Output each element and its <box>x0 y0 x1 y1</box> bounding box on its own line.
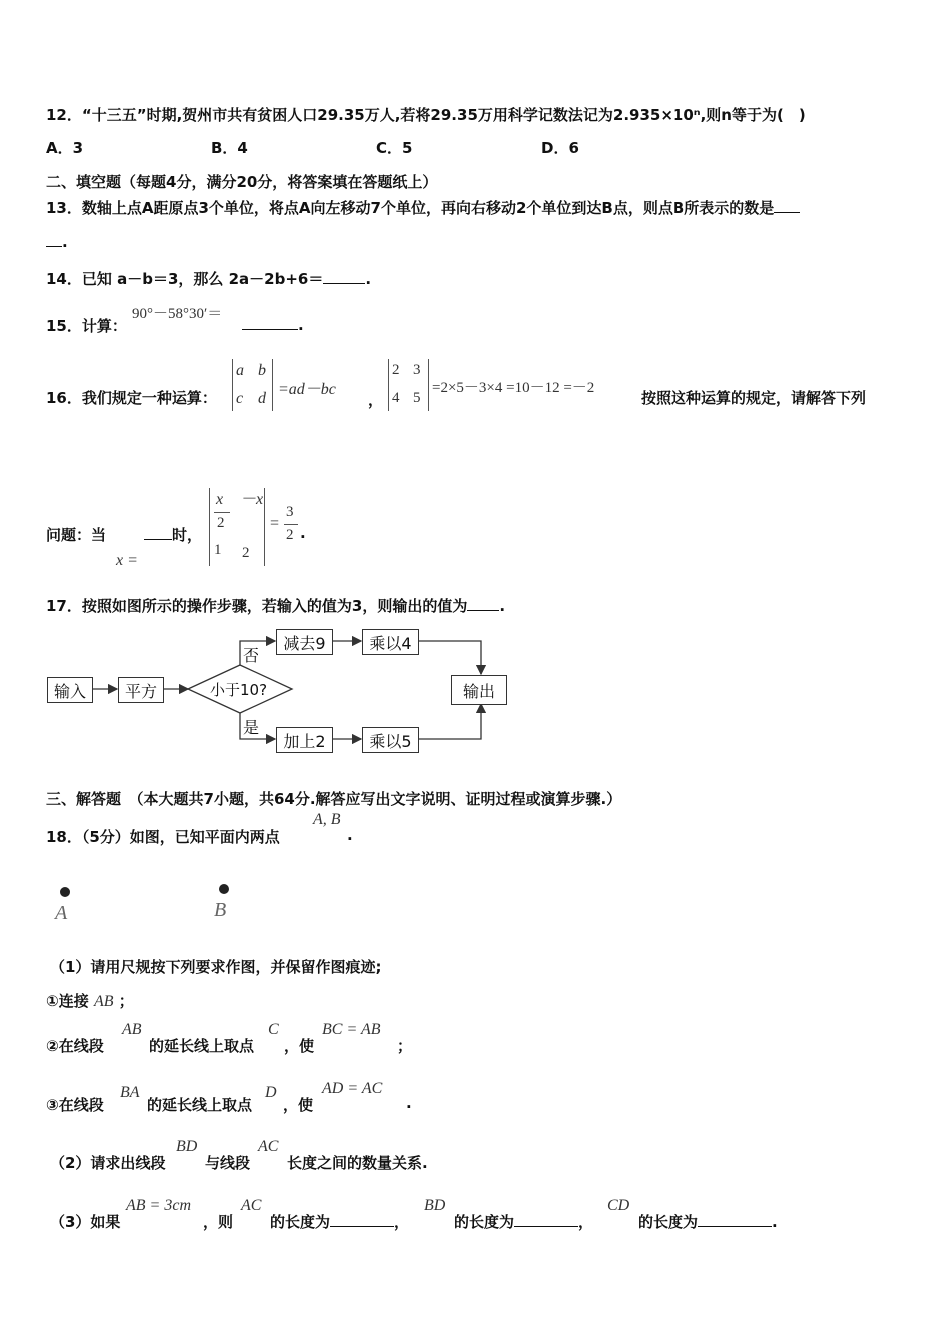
q16-frac-den: 2 <box>286 527 294 543</box>
det3-den2: 2 <box>217 515 225 531</box>
part3-comma-1: ， <box>394 1213 410 1231</box>
q16-eq3: = <box>270 515 280 532</box>
part3-blank-1 <box>330 1212 394 1227</box>
q16-end: . <box>300 524 306 542</box>
q18-part3-seg3: CD <box>607 1197 630 1214</box>
q17-text: 17．按照如图所示的操作步骤，若输入的值为3，则输出的值为 <box>46 597 468 615</box>
q18-part3-seg2: BD <box>424 1197 446 1214</box>
det2-3: 3 <box>413 362 421 378</box>
q18-step3-pt: D <box>265 1084 277 1101</box>
flow-mul5-box: 乘以5 <box>362 727 419 753</box>
q15-tail: . <box>298 316 304 334</box>
q16-tail: 按照这种运算的规定，请解答下列 <box>641 389 867 407</box>
q18-stem: 18．（5分）如图，已知平面内两点 <box>46 828 280 846</box>
flow-mul4-box: 乘以4 <box>362 629 419 655</box>
flow-decision: 小于10? <box>210 681 268 699</box>
det2-5: 5 <box>413 390 421 406</box>
section-2-title: 二、填空题（每题4分，满分20分，将答案填在答题纸上） <box>46 173 438 191</box>
q18-step3-mid2: ，使 <box>283 1096 314 1114</box>
det2-2: 2 <box>392 362 400 378</box>
point-a <box>60 887 70 897</box>
part3-end: . <box>772 1213 778 1231</box>
q18-step2-pt: C <box>268 1021 279 1038</box>
q16-label: 16．我们规定一种运算： <box>46 389 217 407</box>
q18-part2-seg1: BD <box>176 1138 198 1155</box>
q18-step2-mid: 的延长线上取点 <box>149 1037 255 1055</box>
q14-text: 14．已知 a－b＝3，那么 2a－2b+6＝ <box>46 270 324 288</box>
q18-tail: . <box>347 826 353 844</box>
flow-input-box: 输入 <box>47 677 93 703</box>
q18-part3-then: ，则 <box>203 1213 234 1231</box>
det3-2: 2 <box>242 545 250 561</box>
part3-len3-text: 的长度为 <box>638 1213 699 1231</box>
q18-step2-tail: ； <box>397 1037 413 1055</box>
q14-tail: . <box>365 270 372 288</box>
q18-points: A, B <box>313 811 341 828</box>
part3-comma-2: ， <box>578 1213 594 1231</box>
q18-part2-tail: 长度之间的数量关系. <box>287 1154 428 1172</box>
q12-option-a: A．3 <box>46 139 84 157</box>
q12-option-d: D．6 <box>541 139 579 157</box>
q18-part3-eq: AB = 3cm <box>126 1197 191 1214</box>
q15-expression: 90°－58°30′＝ <box>132 306 223 322</box>
section-3-title: 三、解答题 （本大题共7小题，共64分.解答应写出文字说明、证明过程或演算步骤.） <box>46 790 622 808</box>
step1-prefix: ①连接 <box>46 992 89 1010</box>
q13-text: 13．数轴上点A距原点3个单位，将点A向左移动7个单位，再向右移动2个单位到达B点，则点B所表示的数是 <box>46 199 775 217</box>
q18-step3-eq: AD = AC <box>322 1080 383 1097</box>
q18-part2-prefix: （2）请求出线段 <box>50 1154 166 1172</box>
q18-step3-prefix: ③在线段 <box>46 1096 104 1114</box>
q18-step3-mid: 的延长线上取点 <box>147 1096 253 1114</box>
q16-x-eq: x = <box>116 552 138 569</box>
det3-1: 1 <box>214 542 222 558</box>
step1-tail: ； <box>118 992 134 1010</box>
det1-a: a <box>236 362 244 379</box>
q16-when: 时， <box>172 526 203 544</box>
q18-step1 <box>46 990 134 1011</box>
q17-tail: . <box>499 597 506 615</box>
q18-step2-seg: AB <box>122 1021 142 1038</box>
q16-example: =2×5－3×4 =10－12 =－2 <box>432 380 595 396</box>
q18-step2-eq: BC = AB <box>322 1021 381 1038</box>
q18-step2-mid2: ，使 <box>284 1037 315 1055</box>
q15-label: 15．计算： <box>46 317 127 335</box>
q18-part3-len2 <box>454 1211 593 1232</box>
q18-step3-tail: . <box>406 1094 412 1112</box>
point-a-label: A <box>55 902 68 924</box>
part3-blank-3 <box>698 1212 772 1227</box>
q12-option-b: B．4 <box>211 139 248 157</box>
q18-step2-prefix: ②在线段 <box>46 1037 104 1055</box>
part3-len1-text: 的长度为 <box>270 1213 331 1231</box>
flow-add2-box: 加上2 <box>276 727 333 753</box>
flow-output-box: 输出 <box>451 675 507 705</box>
part3-len2-text: 的长度为 <box>454 1213 515 1231</box>
q18-part3-len3 <box>638 1211 778 1232</box>
q12-option-c: C．5 <box>376 139 413 157</box>
q16-definition: =ad－bc <box>278 381 336 398</box>
q18-part3-len1 <box>270 1211 409 1232</box>
flow-no-label: 否 <box>243 646 260 665</box>
q18-part1: （1）请用尺规按下列要求作图，并保留作图痕迹; <box>50 958 382 976</box>
q18-part3-seg1: AC <box>241 1197 262 1214</box>
q13-tail: . <box>62 233 68 251</box>
step1-math: AB <box>93 993 114 1010</box>
q18-step3-seg: BA <box>120 1084 140 1101</box>
q12-stem: 12．“十三五”时期,贺州市共有贫困人口29.35万人,若将29.35万用科学记数法记为2.935×10ⁿ,则n等于为( ) <box>46 106 806 124</box>
point-b-label: B <box>214 899 227 921</box>
det1-c: c <box>236 390 244 407</box>
q16-line2-prefix: 问题：当 <box>46 526 107 544</box>
det3-negx: －x <box>240 491 264 508</box>
q16-comma: ， <box>368 391 384 409</box>
det1-d: d <box>258 390 266 407</box>
q18-part2-mid: 与线段 <box>205 1154 251 1172</box>
det3-x: x <box>216 491 224 508</box>
point-b <box>219 884 229 894</box>
q18-part2-seg2: AC <box>258 1138 279 1155</box>
flow-yes-label: 是 <box>243 718 260 737</box>
det1-b: b <box>258 362 266 379</box>
part3-blank-2 <box>514 1212 578 1227</box>
q18-part3-prefix: （3）如果 <box>50 1213 121 1231</box>
flow-square-box: 平方 <box>118 677 164 703</box>
det2-4: 4 <box>392 390 400 406</box>
q16-frac-num: 3 <box>286 504 294 520</box>
flow-sub9-box: 减去9 <box>276 629 333 655</box>
